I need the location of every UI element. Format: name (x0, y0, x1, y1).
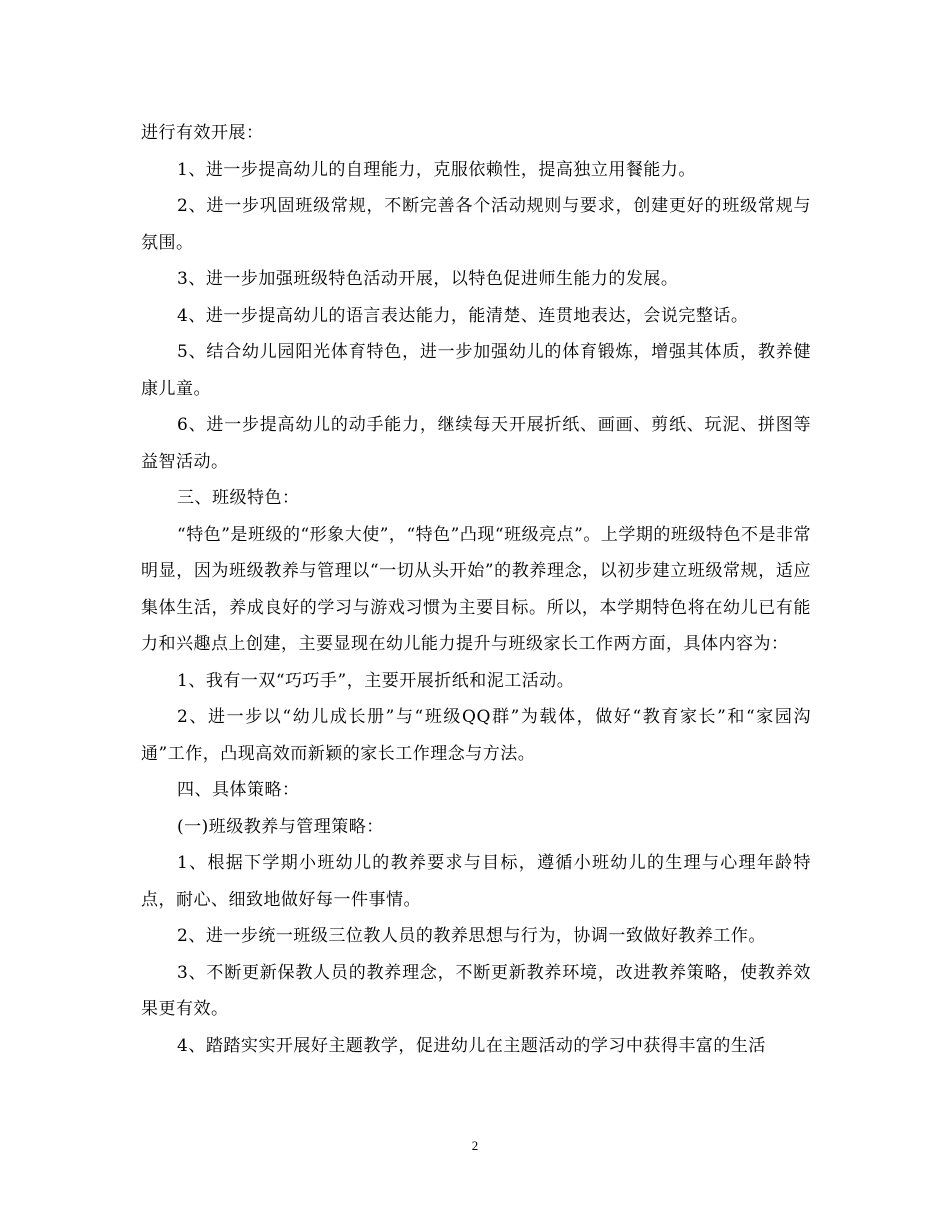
subsection-heading-1: (一)班级教养与管理策略： (177, 816, 384, 837)
paragraph-9: 1、我有一双“巧巧手”，主要开展折纸和泥工活动。 (177, 670, 575, 691)
paragraph-8: “特色”是班级的“形象大使”，“特色”凸现“班级亮点”。上学期的班级特色不是非常明显，因为班级教养与管理以“一切从头开始”的教养理念，以初步建立班级常规，适应集体生活，养成良好的学习与游戏习惯为主要目标。所以，本学期特色将在幼儿已有能力和兴趣点上创建，主要显现在幼儿能力提升与班级家长工作两方面，具体内容为： (141, 524, 811, 654)
paragraph-2: 2、进一步巩固班级常规，不断完善各个活动规则与要求，创建更好的班级常规与氛围。 (141, 196, 811, 253)
section-heading-3: 三、班级特色： (177, 488, 300, 508)
document-body (141, 115, 811, 1064)
paragraph-15: 3、不断更新保教人员的教养理念，不断更新教养环境，改进教养策略，使教养效果更有效。 (141, 962, 811, 1019)
paragraph-14: 2、进一步统一班级三位教人员的教养思想与行为，协调一致做好教养工作。 (177, 926, 766, 946)
paragraph-3: 3、进一步加强班级特色活动开展，以特色促进师生能力的发展。 (177, 269, 679, 289)
paragraph-5: 5、结合幼儿园阳光体育特色，进一步加强幼儿的体育锻炼，增强其体质，教养健康儿童。 (141, 342, 811, 399)
paragraph-1: 1、进一步提高幼儿的自理能力，克服依赖性，提高独立用餐能力。 (177, 159, 696, 180)
paragraph-4: 4、进一步提高幼儿的语言表达能力，能清楚、连贯地表达，会说完整话。 (177, 305, 749, 326)
paragraph-6: 6、进一步提高幼儿的动手能力，继续每天开展折纸、画画、剪纸、玩泥、拼图等益智活动。 (141, 415, 811, 472)
paragraph-0: 进行有效开展： (141, 123, 264, 143)
paragraph-10: 2、进一步以“幼儿成长册”与“班级QQ群”为载体，做好“教育家长”和“家园沟通”工作，凸现高效而新颖的家长工作理念与方法。 (141, 707, 811, 764)
paragraph-16: 4、踏踏实实开展好主题教学，促进幼儿在主题活动的学习中获得丰富的生活 (177, 1035, 766, 1056)
paragraph-13: 1、根据下学期小班幼儿的教养要求与目标，遵循小班幼儿的生理与心理年龄特点，耐心、细致地做好每一件事情。 (141, 853, 811, 910)
page-number: 2 (471, 1138, 479, 1153)
section-heading-4: 四、具体策略： (177, 780, 300, 800)
